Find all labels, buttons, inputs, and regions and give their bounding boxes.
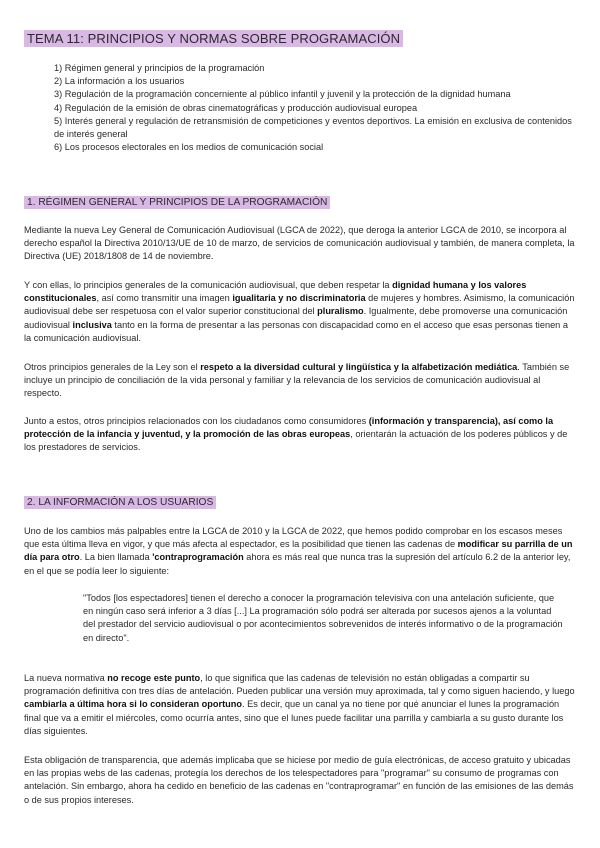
toc-item: 1) Régimen general y principios de la programación xyxy=(54,63,265,73)
section-2-paragraph-3: Esta obligación de transparencia, que además implicaba que se hiciese por medio de guía electrónicas, de acceso gratuito y ubicadas en las propias webs de las cadenas, protegía los derechos de los telespectadores para "programar" su consumo de programas con antelación. Sin embargo, ahora ha cedido en beneficio de las cadenas en "contraprogramar" en función de las emisiones de las demás o de sus propios intereses. xyxy=(24,755,574,805)
section-1-paragraph-4: Junto a estos, otros principios relacionados con los ciudadanos como consumidores (información y transparencia), así como la protección de la infancia y juventud, y la promoción de las obras europeas, orientarán la actuación de los poderes públicos y de los prestadores de servicios. xyxy=(24,416,568,453)
section-1-paragraph-2: Y con ellas, lo principios generales de la comunicación audiovisual, que deben respetar la dignidad humana y los valores constitucionales, así como transmitir una imagen igualitaria y no discriminatoria de mujeres y hombres. Asimismo, la comunicación audiovisual debe ser respetuosa con el valor superior constitucional del pluralismo. Igualmente, debe promoverse una comunicación audiovisual inclusiva tanto en la forma de presentar a las personas con discapacidad como en el acceso que esas personas tienen a la comunicación audiovisual. xyxy=(24,280,575,343)
toc-item: 6) Los procesos electorales en los medios de comunicación social xyxy=(54,142,324,153)
section-1-paragraph-3: Otros principios generales de la Ley son el respeto a la diversidad cultural y lingüística y la alfabetización mediática. También se incluye un principio de conciliación de la vida personal y familiar y la relevancia de los servicios de comunicación audiovisual al respecto. xyxy=(24,362,570,399)
section-2-paragraph-2: La nueva normativa no recoge este punto, lo que significa que las cadenas de televisión no están obligadas a compartir su programación definitiva con tres días de antelación. Pueden publicar una versión muy aproximada, tal y como siguen haciendo, y luego cambiarla a última hora si lo consideran oportuno. Es decir, que un canal ya no tiene por qué anunciar el lunes la programación final que va a emitir el miércoles, como ocurría antes, sino que el lunes puede facilitar una parrilla y cambiarla a su gusto durante los días siguientes. xyxy=(24,673,575,736)
section-2-paragraph-1: Uno de los cambios más palpables entre la LGCA de 2010 y la LGCA de 2022, que hemos podido comprobar en los escasos meses que esta última lleva en vigor, y que más afecta al espectador, es la posibilidad que tienen las cadenas de modificar su parrilla de un día para otro. La bien llamada 'contraprogramación ahora es más real que nunca tras la supresión del artículo 6.2 de la anterior ley, en el que se podía leer lo siguiente: xyxy=(24,526,573,576)
document-title: TEMA 11: PRINCIPIOS Y NORMAS SOBRE PROGRAMACIÓN xyxy=(24,31,403,46)
section-1-paragraph-1: Mediante la nueva Ley General de Comunicación Audiovisual (LGCA de 2022), que deroga la anterior LGCA de 2010, se incorpora al derecho español la Directiva 2010/13/UE de 10 de marzo, de servicios de comunicación audiovisual y también, de manera completa, la Directiva (UE) 2018/1808 de 14 de noviembre. xyxy=(24,225,575,262)
section-2-heading: 2. LA INFORMACIÓN A LOS USUARIOS xyxy=(24,497,216,508)
table-of-contents xyxy=(54,62,574,154)
section-1-heading: 1. RÉGIMEN GENERAL Y PRINCIPIOS DE LA PROGRAMACIÓN xyxy=(24,197,330,208)
toc-item: 3) Regulación de la programación concerniente al público infantil y juvenil y la protección de la dignidad humana xyxy=(54,89,511,100)
legal-quote: "Todos [los espectadores] tienen el derecho a conocer la programación televisiva con una antelación suficiente, que en ningún caso será inferior a 3 días [...] La programación sólo podrá ser alterada por sucesos ajenos a la voluntad del prestador del servicio audiovisual o por acontecimientos sobrevenidos de interés informativo o de la programación en directo". xyxy=(83,593,563,643)
toc-item: 4) Regulación de la emisión de obras cinematográficas y producción audiovisual europea xyxy=(54,102,418,113)
toc-item: 5) Interés general y regulación de retransmisión de competiciones y eventos deportivos. La emisión en exclusiva de contenidos de interés general xyxy=(54,115,572,140)
toc-item: 2) La información a los usuarios xyxy=(54,76,185,87)
